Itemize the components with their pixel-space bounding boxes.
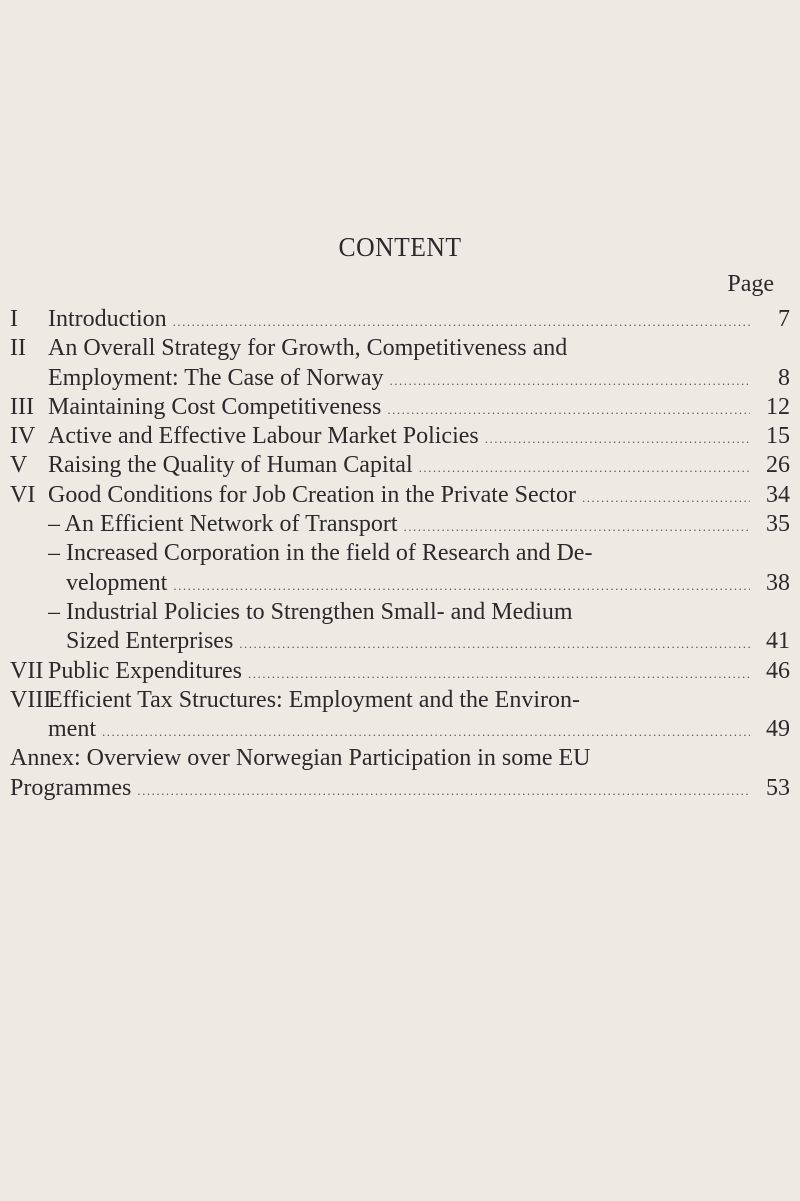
toc-entry xyxy=(0,365,800,394)
toc-entry-title: ment xyxy=(48,716,96,743)
toc-entry xyxy=(0,658,800,687)
page-column-header: Page xyxy=(727,271,774,297)
toc-entry-title: Programmes xyxy=(10,774,132,801)
toc-entry-title: velopment xyxy=(66,569,168,596)
toc-entry-title: – Industrial Policies to Strengthen Small- and Medium xyxy=(48,598,573,625)
toc-entry-number: V xyxy=(10,452,28,479)
toc-entry-title: Sized Enterprises xyxy=(66,628,234,655)
dot-leader xyxy=(137,783,750,799)
toc-entry-number: II xyxy=(10,335,26,362)
toc-entry-title: Efficient Tax Structures: Employment and the Environ- xyxy=(48,686,580,713)
toc-entry xyxy=(0,335,800,364)
toc-entry xyxy=(0,570,800,599)
toc-entry xyxy=(0,482,800,511)
toc-entry-number: IV xyxy=(10,423,36,450)
toc-entry-title: Employment: The Case of Norway xyxy=(48,364,384,391)
toc-entry xyxy=(0,716,800,745)
toc-entry-page: 7 xyxy=(778,306,790,332)
page-title: CONTENT xyxy=(338,232,462,262)
toc-entry-page: 38 xyxy=(766,569,790,596)
dot-leader xyxy=(239,636,750,652)
toc-entry xyxy=(0,394,800,423)
toc-entry-number: VII xyxy=(10,657,44,684)
toc-entry-number: I xyxy=(10,306,18,332)
dot-leader xyxy=(404,519,750,535)
toc-entry-title: Annex: Overview over Norwegian Participation in some EU xyxy=(10,745,591,772)
dot-leader xyxy=(485,431,750,447)
toc-entry-page: 35 xyxy=(766,511,790,538)
toc-entry-page: 26 xyxy=(766,452,790,479)
toc-entry xyxy=(0,628,800,657)
dot-leader xyxy=(173,578,750,594)
toc-entry-number: VI xyxy=(10,481,36,508)
toc-entry-page: 41 xyxy=(766,628,790,655)
toc-entry-number: VIII xyxy=(10,686,52,713)
toc-entry-page: 15 xyxy=(766,423,790,450)
toc-entry-title: Introduction xyxy=(48,306,167,332)
toc-entry-page: 46 xyxy=(766,657,790,684)
toc-entry xyxy=(0,306,800,335)
toc-entry xyxy=(0,452,800,481)
toc-entry xyxy=(0,687,800,716)
toc-entry-title: Public Expenditures xyxy=(48,657,242,684)
toc-entry xyxy=(0,599,800,628)
dot-leader xyxy=(389,373,750,389)
dot-leader xyxy=(248,666,750,682)
table-of-contents xyxy=(0,306,800,804)
toc-entry xyxy=(0,423,800,452)
toc-entry-title: An Overall Strategy for Growth, Competitiveness and xyxy=(48,335,568,362)
dot-leader xyxy=(102,724,750,740)
toc-entry-title: Active and Effective Labour Market Policies xyxy=(48,423,479,450)
toc-entry-title: – Increased Corporation in the field of Research and De- xyxy=(48,540,593,567)
dot-leader xyxy=(173,314,750,330)
dot-leader xyxy=(419,460,750,476)
toc-entry-title: Good Conditions for Job Creation in the Private Sector xyxy=(48,481,576,508)
toc-entry-title: Maintaining Cost Competitiveness xyxy=(48,393,382,420)
toc-entry-page: 49 xyxy=(766,716,790,743)
toc-entry-title: Raising the Quality of Human Capital xyxy=(48,452,413,479)
toc-entry-page: 53 xyxy=(766,774,790,801)
toc-entry-number: III xyxy=(10,393,34,420)
toc-entry-page: 8 xyxy=(778,364,790,391)
toc-entry xyxy=(0,511,800,540)
toc-entry-page: 12 xyxy=(766,393,790,420)
toc-entry xyxy=(0,745,800,774)
toc-entry xyxy=(0,540,800,569)
dot-leader xyxy=(582,490,750,506)
toc-entry-title: – An Efficient Network of Transport xyxy=(48,511,398,538)
toc-entry-page: 34 xyxy=(766,481,790,508)
toc-entry xyxy=(0,775,800,804)
dot-leader xyxy=(387,402,750,418)
